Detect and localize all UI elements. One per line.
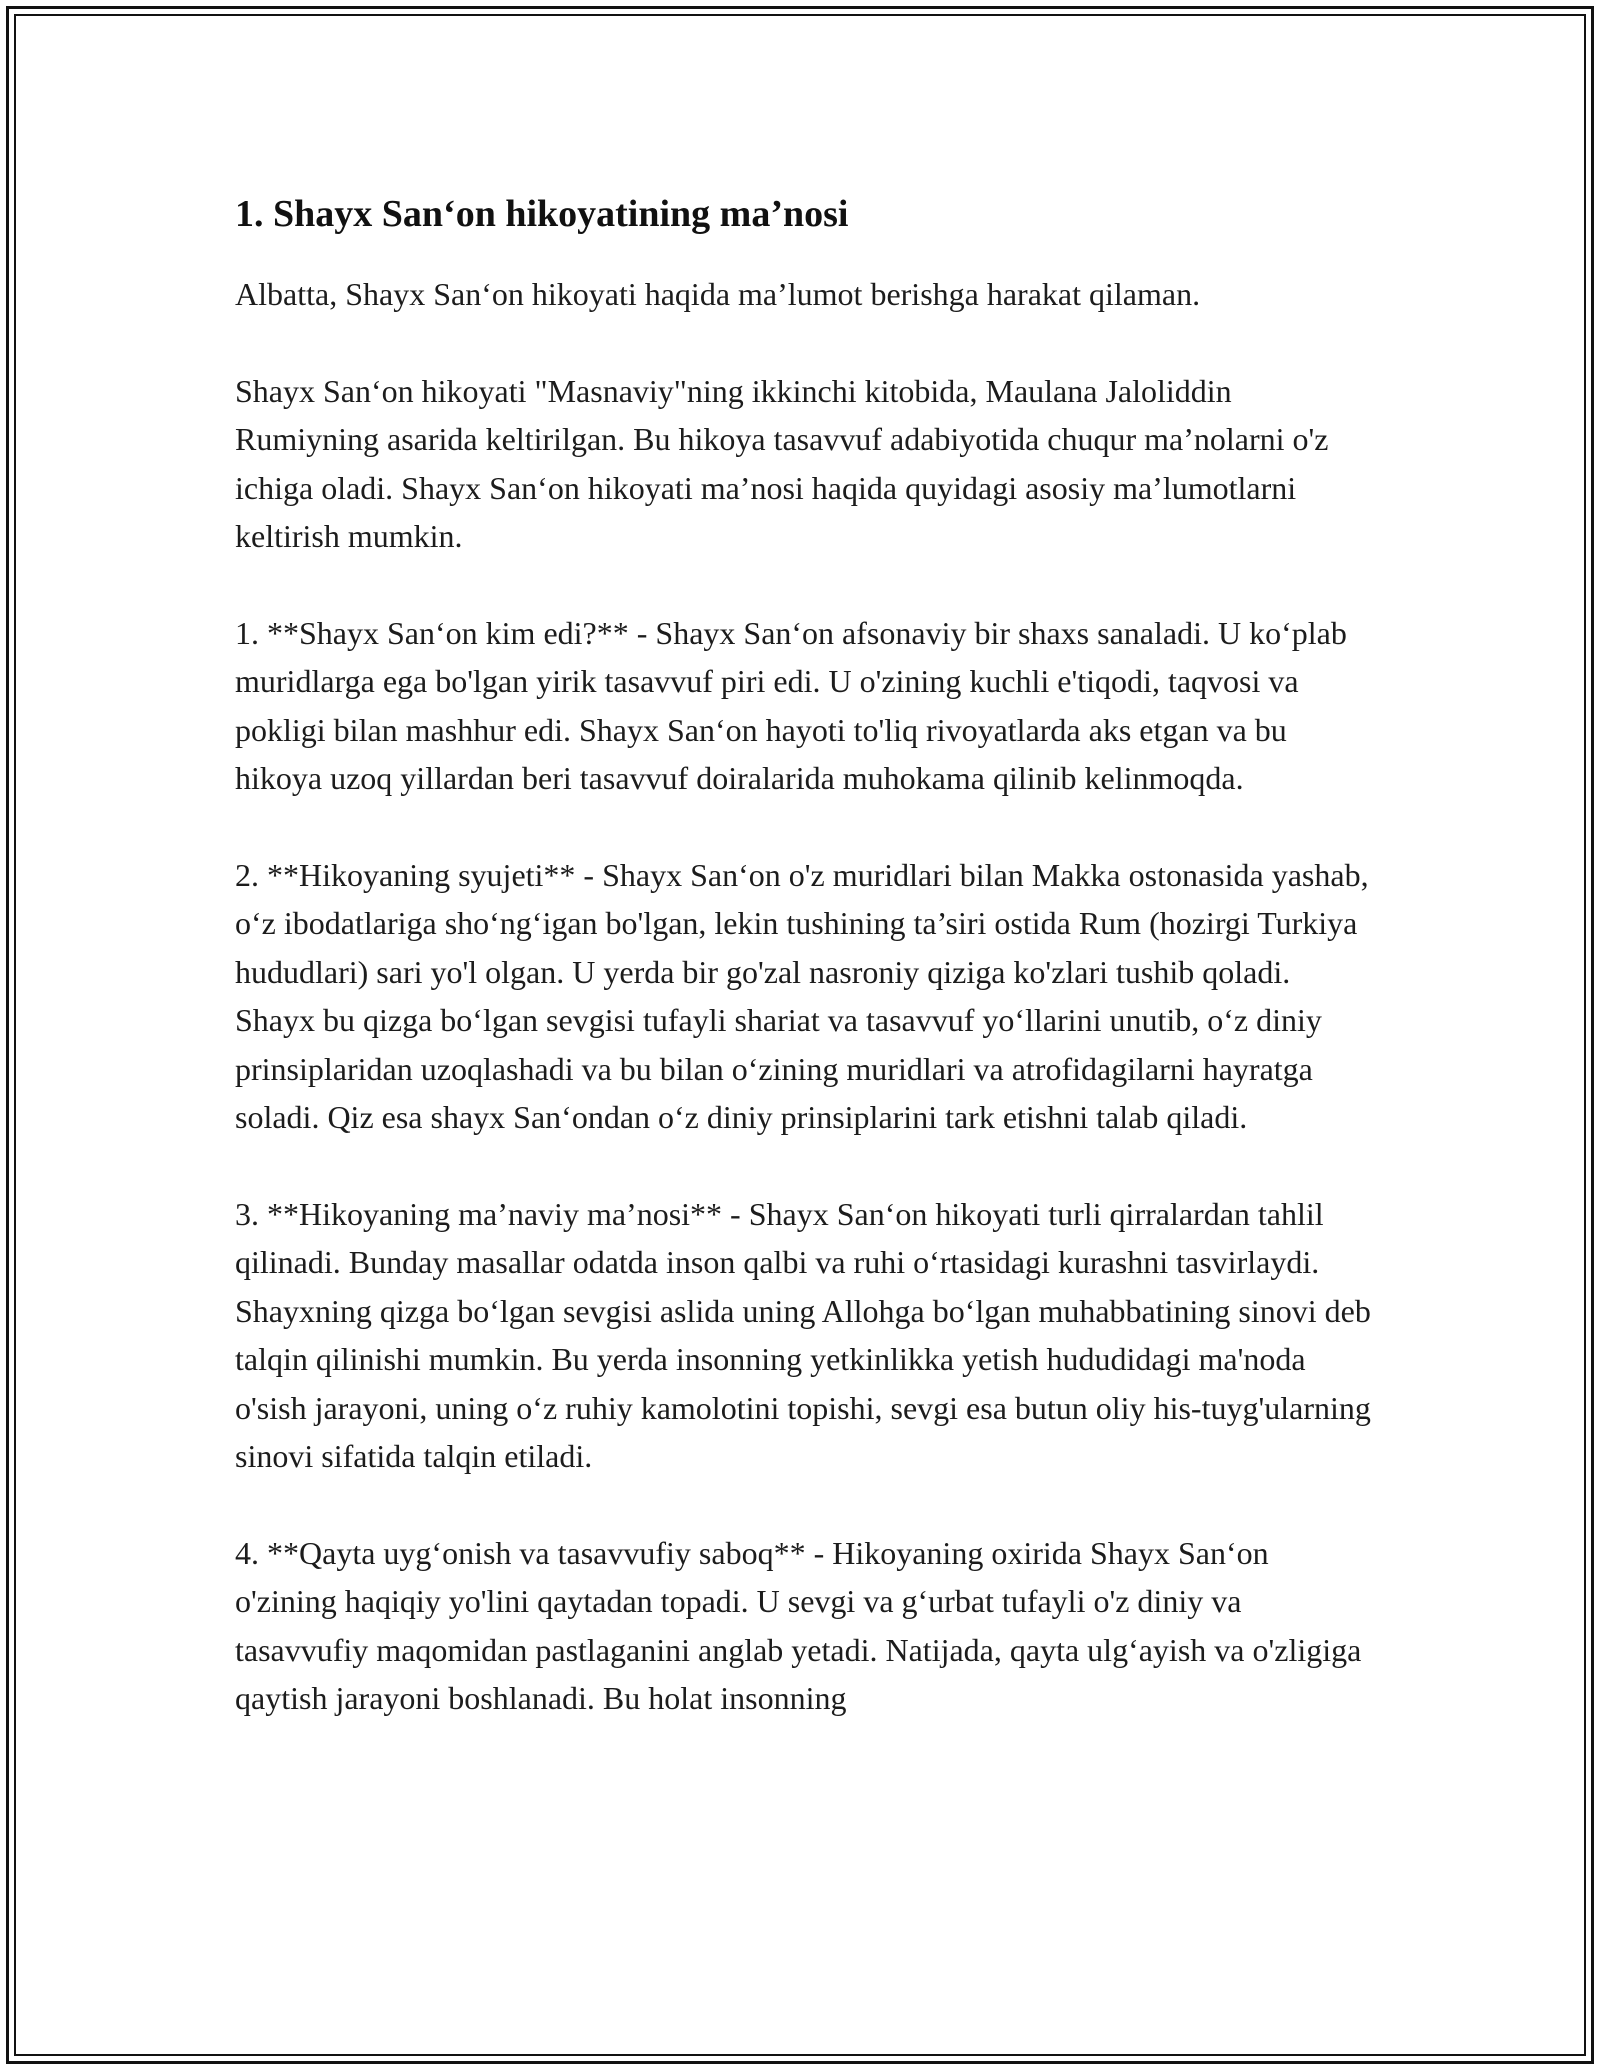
context-paragraph: Shayx San‘on hikoyati "Masnaviy"ning ikkinchi kitobida, Maulana Jaloliddin Rumiyning asarida keltirilgan. Bu hikoya tasavvuf adabiyotida chuqur ma’nolarni o'z ichiga oladi. Shayx San‘on hikoyati ma’nosi haqida quyidagi asosiy ma’lumotlarni keltirish mumkin. bbox=[235, 372, 1329, 554]
intro-paragraph: Albatta, Shayx San‘on hikoyati haqida ma’lumot berishga harakat qilaman. bbox=[235, 276, 1201, 312]
document-body bbox=[235, 186, 1375, 1771]
document-heading: 1. Shayx San‘on hikoyatining ma’nosi bbox=[235, 193, 849, 235]
section-paragraph-4: 4. **Qayta uyg‘onish va tasavvufiy saboq** - Hikoyaning oxirida Shayx San‘on o'zining haqiqiy yo'lini qaytadan topadi. U sevgi va g‘urbat tufayli o'z diniy va tasavvufiy maqomidan pastlaganini anglab yetadi. Natijada, qayta ulg‘ayish va o'zligiga qaytish jarayoni boshlanadi. Bu holat insonning bbox=[235, 1534, 1362, 1716]
section-paragraph-2: 2. **Hikoyaning syujeti** - Shayx San‘on o'z muridlari bilan Makka ostonasida yashab, o‘z ibodatlariga sho‘ng‘igan bo'lgan, lekin tushining ta’siri ostida Rum (hozirgi Turkiya hududlari) sari yo'l olgan. U yerda bir go'zal nasroniy qiziga ko'zlari tushib qoladi. Shayx bu qizga bo‘lgan sevgisi tufayli shariat va tasavvuf yo‘llarini unutib, o‘z diniy prinsiplaridan uzoqlashadi va bu bilan o‘zining muridlari va atrofidagilarni hayratga soladi. Qiz esa shayx San‘ondan o‘z diniy prinsiplarini tark etishni talab qiladi. bbox=[235, 856, 1369, 1135]
section-paragraph-3: 3. **Hikoyaning ma’naviy ma’nosi** - Shayx San‘on hikoyati turli qirralardan tahlil qilinadi. Bunday masallar odatda inson qalbi va ruhi o‘rtasidagi kurashni tasvirlaydi. Shayxning qizga bo‘lgan sevgisi aslida uning Allohga bo‘lgan muhabbatining sinovi deb talqin qilinishi mumkin. Bu yerda insonning yetkinlikka yetish hududidagi ma'noda o'sish jarayoni, uning o‘z ruhiy kamolotini topishi, sevgi esa butun oliy his-tuyg'ularning sinovi sifatida talqin etiladi. bbox=[235, 1195, 1371, 1474]
section-paragraph-1: 1. **Shayx San‘on kim edi?** - Shayx San‘on afsonaviy bir shaxs sanaladi. U ko‘plab muridlarga ega bo'lgan yirik tasavvuf piri edi. U o'zining kuchli e'tiqodi, taqvosi va pokligi bilan mashhur edi. Shayx San‘on hayoti to'liq rivoyatlarda aks etgan va bu hikoya uzoq yillardan beri tasavvuf doiralarida muhokama qilinib kelinmoqda. bbox=[235, 614, 1347, 796]
